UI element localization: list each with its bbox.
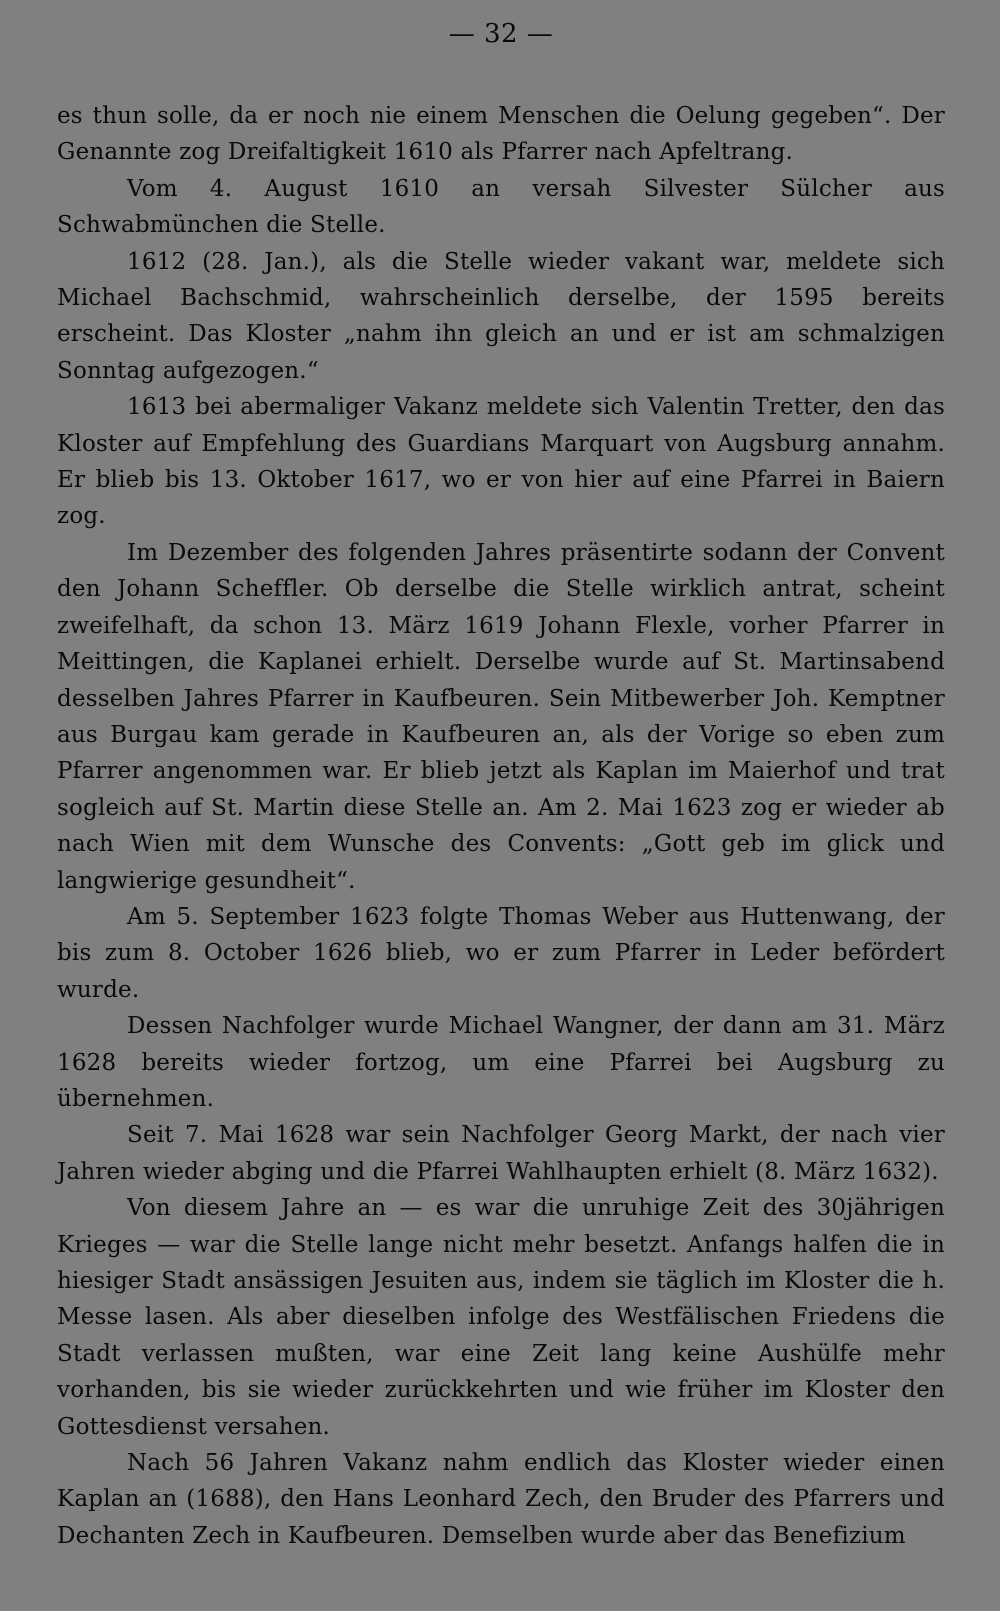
page-number: — 32 — [448,19,554,49]
paragraph: Nach 56 Jahren Vakanz nahm endlich das Kloster wieder einen Kaplan an (1688), den Hans Leonhard Zech, den Bruder des Pfarrers und Dechanten Zech in Kaufbeuren. Demselben wurde aber das Benefizium [57,1450,945,1549]
page-body [57,98,945,1554]
paragraph: Seit 7. Mai 1628 war sein Nachfolger Georg Markt, der nach vier Jahren wieder abging und die Pfarrei Wahlhaupten erhielt (8. März 1632). [57,1122,945,1185]
paragraph: Von diesem Jahre an — es war die unruhige Zeit des 30jährigen Krieges — war die Stelle lange nicht mehr besetzt. Anfangs halfen die in hiesiger Stadt ansässigen Jesuiten aus, indem sie täglich im Kloster die h. Messe lasen. Als aber dieselben infolge des Westfälischen Friedens die Stadt verlassen mußten, war eine Zeit lang keine Aushülfe mehr vorhanden, bis sie wieder zurückkehrten und wie früher im Kloster den Gottesdienst versahen. [57,1195,945,1440]
paragraph: 1612 (28. Jan.), als die Stelle wieder vakant war, meldete sich Michael Bachschmid, wahrscheinlich derselbe, der 1595 bereits erscheint. Das Kloster „nahm ihn gleich an und er ist am schmalzigen Sonntag aufgezogen.“ [57,248,945,384]
paragraph: Im Dezember des folgenden Jahres präsentirte sodann der Convent den Johann Scheffler. Ob derselbe die Stelle wirklich antrat, scheint zweifelhaft, da schon 13. März 1619 Johann Flexle, vorher Pfarrer in Meittingen, die Kaplanei erhielt. Derselbe wurde auf St. Martinsabend desselben Jahres Pfarrer in Kaufbeuren. Sein Mitbewerber Joh. Kemptner aus Burgau kam gerade in Kaufbeuren an, als der Vorige so eben zum Pfarrer angenommen war. Er blieb jetzt als Kaplan im Maierhof und trat sogleich auf St. Martin diese Stelle an. Am 2. Mai 1623 zog er wieder ab nach Wien mit dem Wunsche des Convents: „Gott geb im glick und langwierige gesundheit“. [57,539,945,894]
paragraph: es thun solle, da er noch nie einem Menschen die Oelung gegeben“. Der Genannte zog Dreifaltigkeit 1610 als Pfarrer nach Apfeltrang. [57,103,945,166]
paragraph: 1613 bei abermaliger Vakanz meldete sich Valentin Tretter, den das Kloster auf Empfehlung des Guardians Marquart von Augsburg annahm. Er blieb bis 13. Oktober 1617, wo er von hier auf eine Pfarrei in Baiern zog. [57,394,945,530]
paragraph: Vom 4. August 1610 an versah Silvester Sülcher aus Schwabmünchen die Stelle. [57,175,945,239]
paragraph: Am 5. September 1623 folgte Thomas Weber aus Huttenwang, der bis zum 8. October 1626 blieb, wo er zum Pfarrer in Leder befördert wurde. [57,903,945,1003]
paragraph: Dessen Nachfolger wurde Michael Wangner, der dann am 31. März 1628 bereits wieder fortzog, um eine Pfarrei bei Augsburg zu übernehmen. [57,1013,945,1112]
